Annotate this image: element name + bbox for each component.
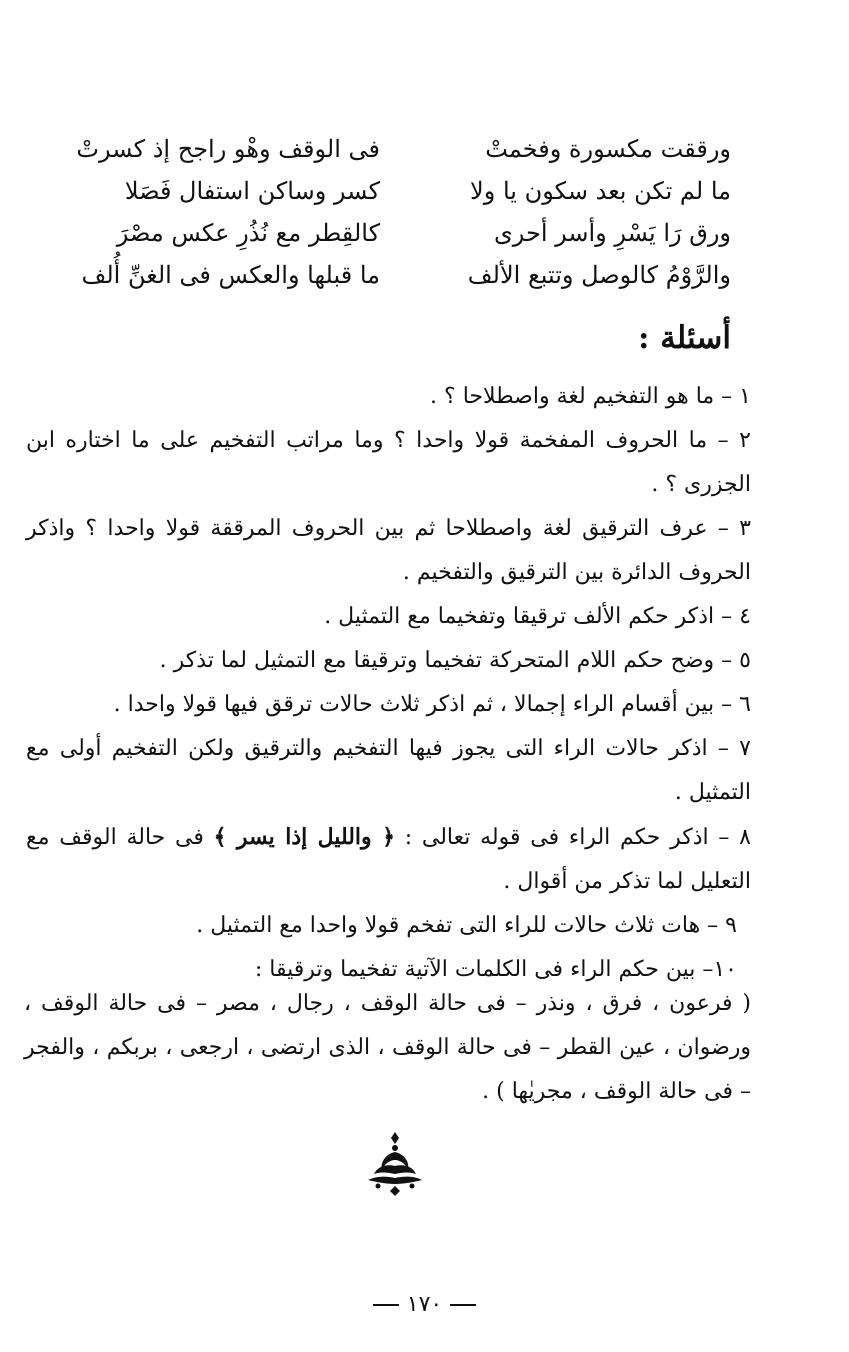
page-number-text: ١٧٠: [406, 1292, 443, 1317]
poem-verse-first-half: ورق رَا يَسْرِ وأسر أحرى: [493, 219, 731, 247]
poem-verse-second-half: فى الوقف وهْو راجح إذ كسرتْ: [76, 135, 380, 163]
questions-heading: أسئلة :: [637, 320, 731, 356]
question-item: [26, 815, 751, 904]
poem-verse-first-half: ورققت مكسورة وفخمتْ: [485, 135, 731, 163]
page-number: [0, 1290, 849, 1320]
poem-block: [50, 128, 731, 296]
question-item: ٦ – بين أقسام الراء إجمالا ، ثم اذكر ثلاث حالات ترقق فيها قولا واحدا .: [113, 692, 751, 717]
question-item: ٢ – ما الحروف المفخمة قولا واحدا ؟ وما مراتب التفخيم على ما اختاره ابن الجزرى ؟ .: [26, 428, 751, 497]
poem-row: [50, 128, 731, 170]
questions-list: [26, 375, 751, 992]
poem-row: [50, 254, 731, 296]
ornament-icon: [364, 1130, 426, 1196]
poem-verse-second-half: كسر وساكن استفال فَصَلا: [124, 177, 380, 205]
poem-verse-first-half: ما لم تكن بعد سكون يا ولا: [470, 177, 731, 205]
poem-verse-first-half: والرَّوْمُ كالوصل وتتبع الألف: [467, 261, 731, 289]
question-item: ٤ – اذكر حكم الألف ترقيقا وتفخيما مع التمثيل .: [324, 604, 751, 629]
page-number-dash: [450, 1304, 476, 1306]
word-list: ( فرعون ، فرق ، ونذر – فى حالة الوقف ، رجال ، مصر – فى حالة الوقف ، ورضوان ، عين القطر – فى حالة الوقف ، الذى ارتضى ، ارجعى ، بربكم ، والفجر – فى حالة الوقف ، مجريٰها ) .: [24, 991, 751, 1104]
question-item: ٩ – هات ثلاث حالات للراء التى تفخم قولا واحدا مع التمثيل .: [196, 913, 737, 938]
question-item: ١ – ما هو التفخيم لغة واصطلاحا ؟ .: [430, 384, 751, 409]
poem-verse-second-half: كالقِطر مع نُذُرِ عكس مصْرَ: [116, 219, 380, 247]
question-item: ٧ – اذكر حالات الراء التى يجوز فيها التفخيم والترقيق ولكن التفخيم أولى مع التمثيل .: [26, 736, 751, 805]
page-number-dash: [373, 1304, 399, 1306]
poem-row: [50, 170, 731, 212]
question-item: ١٠– بين حكم الراء فى الكلمات الآتية تفخيما وترقيقا :: [254, 957, 737, 982]
poem-row: [50, 212, 731, 254]
quran-verse: ﴿ والليل إذا يسر ﴾: [213, 824, 395, 850]
question-item: ٥ – وضح حكم اللام المتحركة تفخيما وترقيقا مع التمثيل لما تذكر .: [159, 648, 751, 673]
poem-verse-second-half: ما قبلها والعكس فى الغنِّ أُلف: [81, 261, 380, 289]
question-text: فى حالة الوقف مع التعليل لما تذكر من أقوال .: [26, 825, 751, 894]
question-item: ٣ – عرف الترقيق لغة واصطلاحا ثم بين الحروف المرققة قولا واحدا ؟ واذكر الحروف الدائرة بين الترقيق والتفخيم .: [26, 516, 751, 585]
question-text: ٨ – اذكر حكم الراء فى قوله تعالى :: [394, 825, 751, 850]
